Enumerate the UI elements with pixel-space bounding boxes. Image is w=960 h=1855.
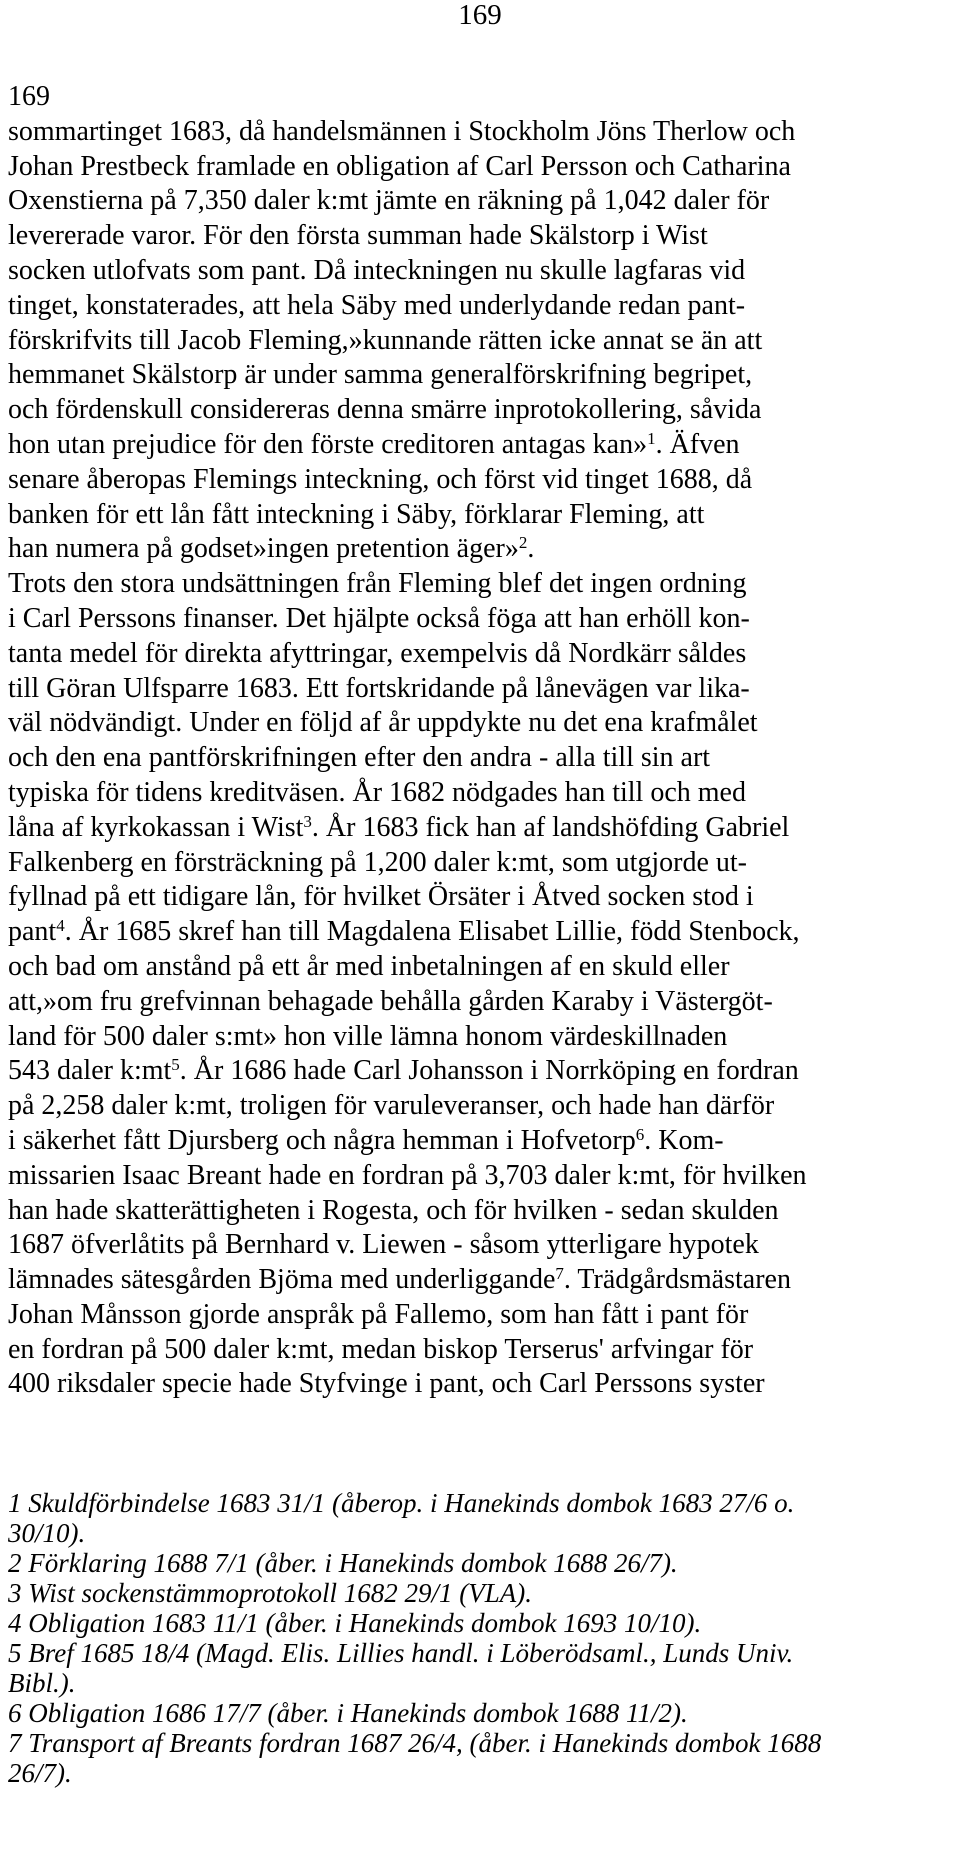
line-text: Falkenberg en försträckning på 1,200 daler k:mt, som utgjorde ut- [8, 846, 747, 878]
line-text: hemmanet Skälstorp är under samma generalförskrifning begripet, [8, 359, 753, 391]
line-text-after: . [527, 533, 535, 565]
line-text-after: . Trädgårdsmästaren [563, 1264, 791, 1296]
text-line [8, 741, 958, 776]
text-line [8, 1263, 958, 1298]
line-text: 543 daler k:mt [8, 1055, 172, 1087]
text-line [8, 846, 958, 881]
line-text: Trots den stora undsättningen från Fleming blef det ingen ordning [8, 568, 747, 600]
text-line [8, 950, 958, 985]
line-text: 1687 öfverlåtits på Bernhard v. Liewen - såsom ytterligare hypotek [8, 1229, 759, 1261]
text-line [8, 463, 958, 498]
footnote-ref: 1 [647, 428, 656, 448]
line-text: missarien Isaac Breant hade en fordran på 3,703 daler k:mt, för hvilken [8, 1159, 807, 1191]
line-text: Johan Prestbeck framlade en obligation af Carl Persson och Catharina [8, 150, 791, 182]
line-text: socken utlofvats som pant. Då inteckningen nu skulle lagfaras vid [8, 254, 746, 286]
line-text-after: . Äfven [655, 428, 740, 460]
text-line [8, 637, 958, 672]
text-line [8, 1298, 958, 1333]
text-line [8, 289, 958, 324]
line-text: på 2,258 daler k:mt, troligen för varuleveranser, och hade han därför [8, 1090, 775, 1122]
footnote-line: 3 Wist sockenstämmoprotokoll 1682 29/1 (VLA). [8, 1578, 532, 1608]
line-text: lämnades sätesgården Bjöma med underliggande [8, 1264, 556, 1296]
line-text: Oxenstierna på 7,350 daler k:mt jämte en räkning på 1,042 daler för [8, 185, 770, 217]
footnote-ref: 2 [518, 533, 528, 553]
line-text-after: . År 1686 hade Carl Johansson i Norrköping en fordran [179, 1055, 799, 1087]
text-line [8, 811, 958, 846]
text-line [8, 358, 958, 393]
footnote-ref: 5 [171, 1055, 180, 1075]
text-line [8, 150, 958, 185]
footnotes [8, 1488, 958, 1788]
text-line [8, 1333, 958, 1368]
footnote-ref: 4 [56, 916, 65, 936]
line-text: typiska för tidens kreditväsen. År 1682 nödgades han till och med [8, 776, 746, 808]
text-line [8, 672, 958, 707]
text-line [8, 1194, 958, 1229]
text-line [8, 880, 958, 915]
line-text: till Göran Ulfsparre 1683. Ett fortskridande på lånevägen var lika- [8, 672, 750, 704]
footnote-line: 1 Skuldförbindelse 1683 31/1 (åberop. i Hanekinds dombok 1683 27/6 o. [8, 1488, 795, 1518]
text-line [8, 324, 958, 359]
footnote-line: Bibl.). [8, 1668, 76, 1698]
text-line [8, 498, 958, 533]
footnote-line: 2 Förklaring 1688 7/1 (åber. i Hanekinds dombok 1688 26/7). [8, 1548, 678, 1578]
line-text: förskrifvits till Jacob Fleming,»kunnande rätten icke annat se än att [8, 324, 763, 356]
line-text: och den ena pantförskrifningen efter den andra - alla till sin art [8, 742, 711, 774]
line-text: banken för ett lån fått inteckning i Säby, förklarar Fleming, att [8, 498, 705, 530]
line-text: pant [8, 916, 57, 948]
line-text: tanta medel för direkta afyttringar, exempelvis då Nordkärr såldes [8, 637, 747, 669]
text-line [8, 532, 958, 567]
text-line [8, 1089, 958, 1124]
footnote-line: 6 Obligation 1686 17/7 (åber. i Hanekinds dombok 1688 11/2). [8, 1698, 688, 1728]
footnote-line: 26/7). [8, 1758, 72, 1788]
text-line [8, 1159, 958, 1194]
text-line [8, 567, 958, 602]
line-text: och fördenskull considereras denna smärre inprotokollering, såvida [8, 394, 762, 426]
footnote-line: 5 Bref 1685 18/4 (Magd. Elis. Lillies handl. i Löberödsaml., Lunds Univ. [8, 1638, 794, 1668]
footnote-ref: 7 [555, 1264, 564, 1284]
line-text: tinget, konstaterades, att hela Säby med underlydande redan pant- [8, 289, 746, 321]
line-text: sommartinget 1683, då handelsmännen i Stockholm Jöns Therlow och [8, 115, 796, 147]
line-text: att,»om fru grefvinnan behagade behålla gården Karaby i Västergöt- [8, 985, 773, 1017]
line-text-after: . Kom- [644, 1124, 724, 1156]
text-line [8, 254, 958, 289]
line-text: väl nödvändigt. Under en följd af år uppdykte nu det ena krafmålet [8, 707, 758, 739]
text-line [8, 393, 958, 428]
line-text: han hade skatterättigheten i Rogesta, och för hvilken - sedan skulden [8, 1194, 779, 1226]
line-text: en fordran på 500 daler k:mt, medan biskop Terserus' arfvingar för [8, 1333, 754, 1365]
text-line [8, 1228, 958, 1263]
footnote-ref: 6 [635, 1124, 645, 1144]
line-text: och bad om anstånd på ett år med inbetalningen af en skuld eller [8, 950, 730, 982]
text-line [8, 985, 958, 1020]
text-line [8, 1054, 958, 1089]
text-line [8, 776, 958, 811]
line-text: 400 riksdaler specie hade Styfvinge i pant, och Carl Perssons syster [8, 1368, 765, 1400]
line-text-after: . År 1683 fick han af landshöfding Gabriel [311, 811, 790, 843]
running-page-number: 169 [8, 81, 50, 112]
line-text: låna af kyrkokassan i Wist [8, 811, 304, 843]
line-text-after: . År 1685 skref han till Magdalena Elisabet Lillie, född Stenbock, [64, 916, 800, 948]
line-text: land för 500 daler s:mt» hon ville lämna honom värdeskillnaden [8, 1020, 728, 1052]
text-line [8, 1124, 958, 1159]
text-line [8, 115, 958, 150]
line-text: i säkerhet fått Djursberg och några hemman i Hofvetorp [8, 1124, 636, 1156]
footnote-line: 7 Transport af Breants fordran 1687 26/4, (åber. i Hanekinds dombok 1688 [8, 1728, 822, 1758]
footnote-line: 4 Obligation 1683 11/1 (åber. i Hanekinds dombok 1693 10/10). [8, 1608, 702, 1638]
text-line [8, 1020, 958, 1055]
line-text: levererade varor. För den första summan hade Skälstorp i Wist [8, 220, 708, 252]
text-line [8, 915, 958, 950]
text-line [8, 1367, 958, 1402]
page-header-number: 169 [458, 0, 502, 31]
text-line [8, 184, 958, 219]
line-text: han numera på godset»ingen pretention äger» [8, 533, 519, 565]
footnote-ref: 3 [303, 811, 312, 831]
text-line [8, 706, 958, 741]
text-line [8, 428, 958, 463]
body-text [8, 80, 958, 1402]
line-text: hon utan prejudice för den förste creditoren antagas kan» [8, 428, 648, 460]
line-text: Johan Månsson gjorde anspråk på Fallemo, som han fått i pant för [8, 1298, 749, 1330]
line-text: senare åberopas Flemings inteckning, och först vid tinget 1688, då [8, 463, 753, 495]
text-line [8, 602, 958, 637]
footnote-line: 30/10). [8, 1518, 86, 1548]
line-text: fyllnad på ett tidigare lån, för hvilket Örsäter i Åtved socken stod i [8, 881, 754, 913]
line-text: i Carl Perssons finanser. Det hjälpte också föga att han erhöll kon- [8, 602, 750, 634]
text-line [8, 219, 958, 254]
